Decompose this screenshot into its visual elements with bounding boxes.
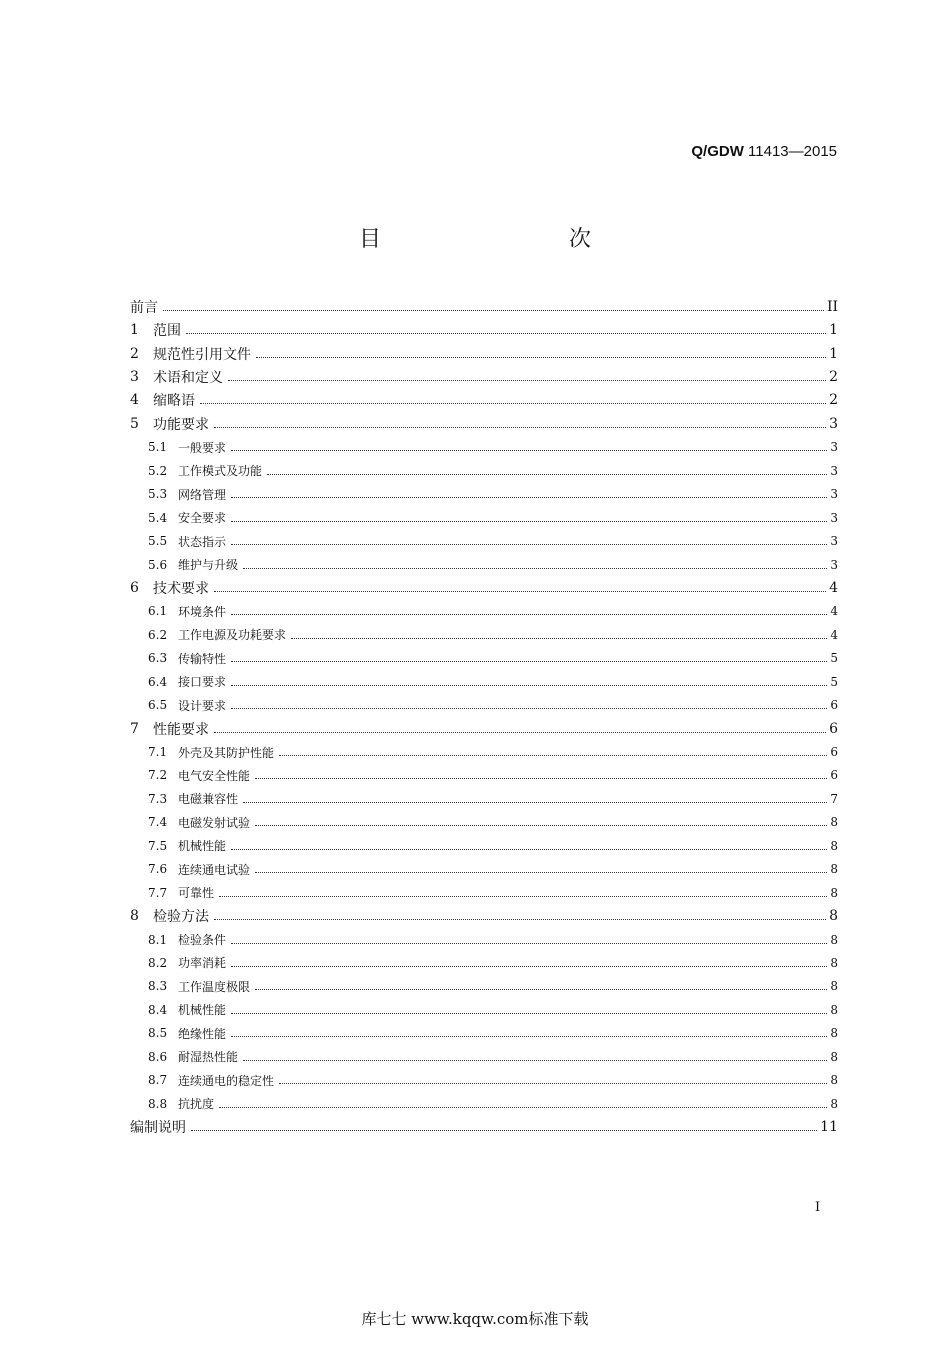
toc-entry-label: 规范性引用文件 [153,346,251,363]
toc-entry-page: 8 [830,1073,838,1088]
toc-leader-dots [255,871,827,873]
toc-entry-label: 电磁发射试验 [178,815,251,830]
toc-leader-dots [231,520,827,522]
toc-entry-page: 5 [830,674,838,689]
toc-entry-label: 电磁兼容性 [178,792,239,807]
toc-entry-number: 6.3 [148,651,168,666]
toc-entry-page: II [826,298,838,315]
toc-entry-label: 环境条件 [178,604,227,619]
toc-entry-page: 3 [830,510,838,525]
toc-entry-number: 6.4 [148,674,168,689]
toc-leader-dots [231,707,827,709]
toc-entry[interactable] [130,436,838,459]
toc-entry-label: 设计要求 [178,698,227,713]
toc-entry[interactable] [130,693,838,716]
toc-entry-label: 缩略语 [153,393,195,410]
toc-entry-label: 范围 [153,323,181,340]
toc-leader-dots [214,918,826,920]
toc-entry[interactable] [130,764,838,787]
toc-entry-number: 6.2 [148,627,168,642]
toc-entry-number: 7.5 [148,838,168,853]
toc-entry-page: 6 [830,698,838,713]
toc-entry-number: 8.1 [148,932,168,947]
toc-entry-number: 1 [130,322,139,339]
toc-entry-label: 抗扰度 [178,1097,215,1112]
toc-leader-dots [279,1082,827,1084]
toc-entry-label: 维护与升级 [178,558,239,573]
toc-leader-dots [219,895,827,897]
toc-leader-dots [255,777,827,779]
toc-entry-page: 8 [830,815,838,830]
toc-entry-page: 6 [830,768,838,783]
toc-entry-label: 机械性能 [178,839,227,854]
toc-title: 目 次 [358,227,639,252]
toc-entry-label: 接口要求 [178,675,227,690]
toc-entry-number: 8.7 [148,1073,168,1088]
toc-entry[interactable] [130,553,838,576]
toc-entry-label: 功能要求 [153,416,209,433]
toc-leader-dots [243,801,827,803]
toc-entry-number: 3 [130,369,139,386]
toc-leader-dots [214,590,826,592]
toc-entry-page: 8 [830,1002,838,1017]
toc-leader-dots [231,965,827,967]
toc-entry-label: 检验条件 [178,933,227,948]
toc-entry-page: 5 [830,651,838,666]
toc-entry-number: 2 [130,345,139,362]
toc-leader-dots [256,356,826,358]
toc-leader-dots [267,473,827,475]
document-code-number: 11413—2015 [748,143,837,160]
toc-entry[interactable] [130,647,838,670]
toc-entry[interactable] [130,412,838,435]
toc-entry-number: 5.4 [148,510,168,525]
toc-entry[interactable] [130,717,838,740]
toc-entry-page: 4 [830,604,838,619]
toc-entry-page: 3 [829,415,838,432]
toc-entry-page: 8 [830,862,838,877]
toc-entry-number: 7.1 [148,745,168,760]
toc-entry-page: 7 [830,791,838,806]
toc-entry-page: 8 [830,979,838,994]
toc-leader-dots [243,567,827,569]
toc-entry[interactable] [130,506,838,529]
toc-leader-dots [228,379,826,381]
toc-entry[interactable] [130,389,838,412]
toc-entry-label: 机械性能 [178,1003,227,1018]
toc-entry[interactable] [130,904,838,927]
toc-entry-page: 3 [830,534,838,549]
toc-entry[interactable] [130,670,838,693]
toc-entry-number: 5.2 [148,463,168,478]
toc-entry-number: 7.6 [148,862,168,877]
document-code-prefix: Q/GDW [691,143,744,160]
toc-entry-label: 状态指示 [178,534,227,549]
toc-entry-page: 8 [830,955,838,970]
toc-entry[interactable] [130,529,838,552]
toc-entry-page: 2 [829,369,838,386]
toc-leader-dots [279,754,827,756]
toc-leader-dots [291,637,827,639]
toc-entry-page: 3 [830,557,838,572]
toc-leader-dots [231,1035,827,1037]
toc-leader-dots [214,731,826,733]
toc-entry-label: 前言 [130,299,158,316]
toc-entry-number: 8.8 [148,1096,168,1111]
toc-entry[interactable] [130,928,838,951]
toc-entry-page: 2 [829,392,838,409]
toc-entry-page: 8 [830,1049,838,1064]
toc-entry-number: 8.6 [148,1049,168,1064]
toc-entry-label: 工作温度极限 [178,979,251,994]
toc-leader-dots [231,660,827,662]
toc-entry[interactable] [130,858,838,881]
toc-entry-page: 8 [830,1096,838,1111]
toc-entry[interactable] [130,576,838,599]
toc-entry-page: 6 [829,720,838,737]
toc-entry[interactable] [130,740,838,763]
toc-entry-page: 1 [829,322,838,339]
toc-entry-page: 3 [830,487,838,502]
toc-leader-dots [186,332,826,334]
toc-entry-number: 5.3 [148,487,168,502]
toc-entry[interactable] [130,365,838,388]
toc-entry-number: 7.2 [148,768,168,783]
toc-entry-page: 8 [830,885,838,900]
toc-entry-label: 工作模式及功能 [178,464,263,479]
toc-leader-dots [255,988,827,990]
toc-entry-page: 3 [830,463,838,478]
toc-entry[interactable] [130,318,838,341]
toc-entry-number: 8 [130,908,139,925]
toc-entry-number: 5.6 [148,557,168,572]
toc-entry-page: 4 [830,627,838,642]
toc-entry-page: 1 [829,345,838,362]
toc-entry-number: 8.2 [148,955,168,970]
toc-entry-page: 8 [830,838,838,853]
toc-entry-number: 8.4 [148,1002,168,1017]
toc-leader-dots [163,309,824,311]
toc-entry-label: 连续通电的稳定性 [178,1073,275,1088]
toc-entry-label: 编制说明 [130,1120,186,1137]
toc-leader-dots [191,1129,817,1131]
toc-entry-label: 性能要求 [153,721,209,738]
toc-leader-dots [231,1012,827,1014]
toc-entry[interactable] [130,600,838,623]
page-number: I [815,1200,821,1215]
toc-leader-dots [219,1106,827,1108]
toc-entry-number: 4 [130,392,139,409]
toc-leader-dots [231,496,827,498]
table-of-contents [130,295,838,1139]
toc-entry-number: 7 [130,720,139,737]
toc-entry[interactable] [130,975,838,998]
toc-leader-dots [231,942,827,944]
document-code [691,143,837,160]
toc-leader-dots [231,684,827,686]
toc-leader-dots [214,426,826,428]
toc-entry-number: 8.3 [148,979,168,994]
toc-entry[interactable] [130,811,838,834]
toc-entry-label: 连续通电试验 [178,862,251,877]
toc-entry-label: 绝缘性能 [178,1026,227,1041]
toc-leader-dots [231,543,827,545]
toc-entry-label: 电气安全性能 [178,768,251,783]
toc-entry-label: 术语和定义 [153,370,223,387]
toc-entry-label: 外壳及其防护性能 [178,745,275,760]
toc-entry-page: 4 [829,579,838,596]
toc-entry[interactable] [130,1092,838,1115]
toc-entry[interactable] [130,1045,838,1068]
toc-entry-label: 耐湿热性能 [178,1050,239,1065]
toc-entry-page: 8 [830,1026,838,1041]
toc-entry-page: 3 [830,440,838,455]
toc-entry-number: 5.5 [148,534,168,549]
toc-entry[interactable] [130,459,838,482]
toc-entry[interactable] [130,998,838,1021]
toc-leader-dots [200,402,826,404]
toc-entry-number: 6.5 [148,698,168,713]
toc-entry[interactable] [130,623,838,646]
toc-entry-number: 7.3 [148,791,168,806]
toc-entry-page: 6 [830,745,838,760]
toc-leader-dots [243,1059,827,1061]
toc-leader-dots [231,848,827,850]
toc-entry-page: 8 [830,932,838,947]
toc-entry-page: 8 [829,908,838,925]
toc-entry-number: 6.1 [148,604,168,619]
toc-entry-number: 5.1 [148,440,168,455]
toc-entry[interactable] [130,787,838,810]
toc-entry-label: 功率消耗 [178,956,227,971]
toc-entry[interactable] [130,1022,838,1045]
toc-entry-number: 8.5 [148,1026,168,1041]
toc-entry-number: 7.4 [148,815,168,830]
toc-entry[interactable] [130,295,838,318]
toc-leader-dots [255,824,827,826]
toc-entry-page: 11 [820,1119,838,1136]
toc-entry-label: 可靠性 [178,886,215,901]
toc-entry[interactable] [130,834,838,857]
toc-entry[interactable] [130,1068,838,1091]
footer-watermark: 库七七 www.kqqw.com标准下载 [361,1310,589,1328]
toc-entry-label: 传输特性 [178,651,227,666]
toc-entry[interactable] [130,483,838,506]
toc-entry-label: 网络管理 [178,487,227,502]
toc-entry[interactable] [130,342,838,365]
toc-entry-label: 一般要求 [178,440,227,455]
toc-entry-number: 7.7 [148,885,168,900]
toc-entry-number: 5 [130,415,139,432]
toc-entry-label: 检验方法 [153,909,209,926]
toc-leader-dots [231,613,827,615]
toc-entry-number: 6 [130,579,139,596]
toc-entry[interactable] [130,1115,838,1138]
toc-entry-label: 技术要求 [153,580,209,597]
toc-leader-dots [231,449,827,451]
toc-entry[interactable] [130,951,838,974]
toc-entry-label: 安全要求 [178,511,227,526]
toc-entry-label: 工作电源及功耗要求 [178,628,287,643]
toc-entry[interactable] [130,881,838,904]
